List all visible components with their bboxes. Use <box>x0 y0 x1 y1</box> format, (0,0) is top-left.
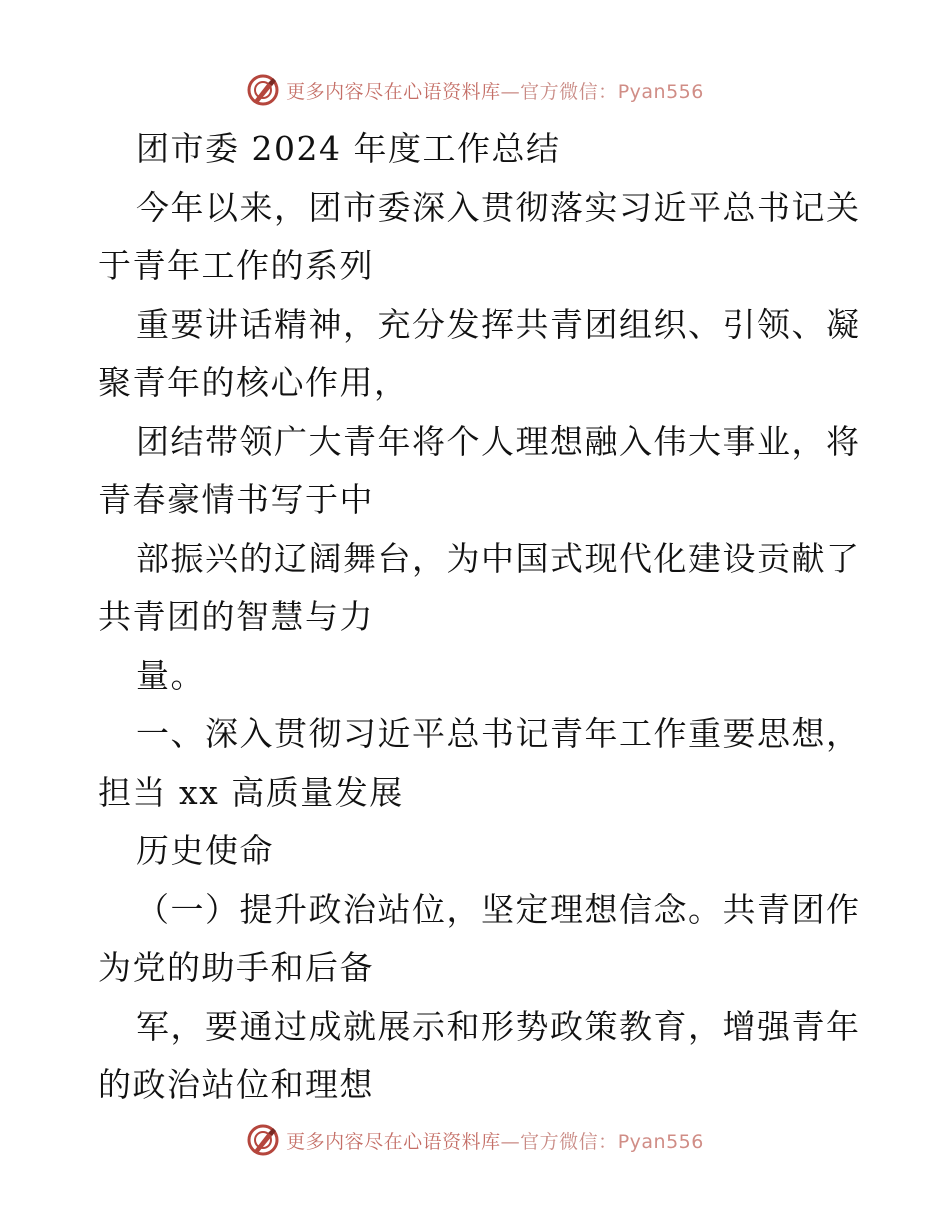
document-body <box>98 120 861 1115</box>
wechat-id: Pyan556 <box>617 80 704 103</box>
paragraph-line: 聚青年的核心作用， <box>98 363 409 402</box>
paragraph-line: 军，要通过成就展示和形势政策教育，增强青年 <box>136 1006 861 1046</box>
banner-dash: — <box>500 1130 521 1153</box>
section-heading-line: 一、深入贯彻习近平总书记青年工作重要思想， <box>136 714 861 753</box>
paragraph-line: 部振兴的辽阔舞台，为中国式现代化建设贡献了 <box>136 538 861 578</box>
footer-watermark-banner <box>0 1120 950 1160</box>
paragraph-line: 今年以来，团市委深入贯彻落实习近平总书记关 <box>136 187 861 227</box>
section-heading-line: 担当 xx 高质量发展 <box>98 772 404 812</box>
header-banner-text <box>286 77 704 104</box>
site-name-text: 更多内容尽在心语资料库 <box>286 80 501 103</box>
site-name-text: 更多内容尽在心语资料库 <box>286 1130 501 1153</box>
paragraph-line: 为党的助手和后备 <box>98 948 374 987</box>
wechat-label: 官方微信： <box>520 1130 618 1153</box>
paragraph-line: 的政治站位和理想 <box>98 1065 374 1104</box>
paragraph-line: 量。 <box>136 655 205 695</box>
paragraph-line: 青春豪情书写于中 <box>98 480 374 519</box>
pen-logo-icon <box>246 1123 280 1157</box>
paragraph-line: 于青年工作的系列 <box>98 246 374 285</box>
banner-dash: — <box>500 80 521 103</box>
pen-logo-icon <box>246 73 280 107</box>
subsection-line: （一）提升政治站位，坚定理想信念。共青团作 <box>136 889 861 929</box>
paragraph-line: 共青团的智慧与力 <box>98 597 374 636</box>
footer-banner-text <box>286 1127 704 1154</box>
wechat-label: 官方微信： <box>520 80 618 103</box>
document-title: 团市委 2024 年度工作总结 <box>136 129 561 168</box>
paragraph-line: 重要讲话精神，充分发挥共青团组织、引领、凝 <box>136 304 861 344</box>
header-watermark-banner <box>0 70 950 110</box>
wechat-id: Pyan556 <box>617 1130 704 1153</box>
paragraph-line: 团结带领广大青年将个人理想融入伟大事业，将 <box>136 421 861 461</box>
section-heading-line: 历史使命 <box>136 831 274 870</box>
